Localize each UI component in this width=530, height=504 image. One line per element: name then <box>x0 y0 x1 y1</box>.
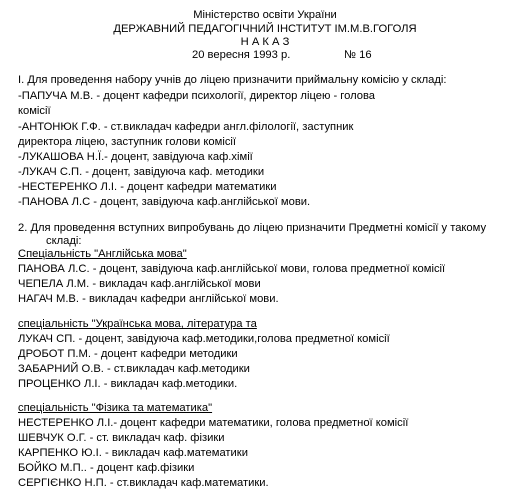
commission-line: -ПАПУЧА М.В. - доцент кафедри психології, директор ліцею - голова <box>18 90 376 102</box>
member-line: ПАНОВА Л.С. - доцент, завідуюча каф.англійської мови, голова предметної комісії <box>18 263 446 275</box>
commission-line: -ЛУКАЧ С.П. - доцент, завідуюча каф. методики <box>18 166 265 178</box>
order-date: 20 вересня 1993 р. <box>192 49 291 61</box>
member-line: НЕСТЕРЕНКО Л.І.- доцент кафедри математики, голова предметної комісії <box>18 417 409 429</box>
member-line: ШЕВЧУК О.Г. - ст. викладач каф. фізики <box>18 432 225 444</box>
ministry-line: Міністерство освіти України <box>193 9 337 21</box>
member-line: СЕРГІЄНКО Н.П. - ст.викладач каф.математики. <box>18 477 269 489</box>
member-line: ЛУКАЧ СП. - доцент, завідуюча каф.методики,голова предметної комісії <box>18 333 390 345</box>
group-heading-physics-math: спеціальність "Фізика та математика" <box>18 402 213 414</box>
commission-line: -АНТОНЮК Г.Ф. - ст.викладач кафедри англ.філології, заступник <box>18 121 354 133</box>
group-heading-ukrainian: спеціальність "Українська мова, література та <box>18 318 257 330</box>
member-line: БОЙКО М.П.. - доцент каф.фізики <box>18 462 195 474</box>
commission-line: -НЕСТЕРЕНКО Л.І. - доцент кафедри математики <box>18 181 277 193</box>
commission-line: комісії <box>18 105 51 117</box>
member-line: ДРОБОТ П.М. - доцент кафедри методики <box>18 348 238 360</box>
section2-intro-cont: складі: <box>46 235 82 247</box>
order-number: № 16 <box>344 49 372 61</box>
section1-intro: І. Для проведення набору учнів до ліцею призначити приймальну комісію у складі: <box>18 74 447 86</box>
member-line: КАРПЕНКО Ю.І. - викладач каф.математики <box>18 447 248 459</box>
document-title: Н А К А З <box>240 36 290 48</box>
member-line: НАГАЧ М.В. - викладач кафедри англійської мови. <box>18 293 279 305</box>
member-line: ЗАБАРНИЙ О.В. - ст.викладач каф.методики <box>18 363 250 375</box>
member-line: ЧЕПЕЛА Л.М. - викладач каф.англійської мови <box>18 278 261 290</box>
group-heading-english: Спеціальність "Англійська мова" <box>18 248 187 260</box>
commission-line: -ЛУКАШОВА Н.Ї.- доцент, завідуюча каф.хімії <box>18 151 253 163</box>
commission-line: директора ліцею, заступник голови комісії <box>18 136 237 148</box>
member-line: ПРОЦЕНКО Л.І. - викладач каф.методики. <box>18 378 238 390</box>
section2-intro: 2. Для проведення вступних випробувань до ліцею призначити Предметні комісії у такому <box>18 222 487 234</box>
commission-line: -ПАНОВА Л.С - доцент, завідуюча каф.англійської мови. <box>18 196 311 208</box>
institute-line: ДЕРЖАВНИЙ ПЕДАГОГІЧНИЙ ІНСТИТУТ ІМ.М.В.ГОГОЛЯ <box>113 23 417 35</box>
